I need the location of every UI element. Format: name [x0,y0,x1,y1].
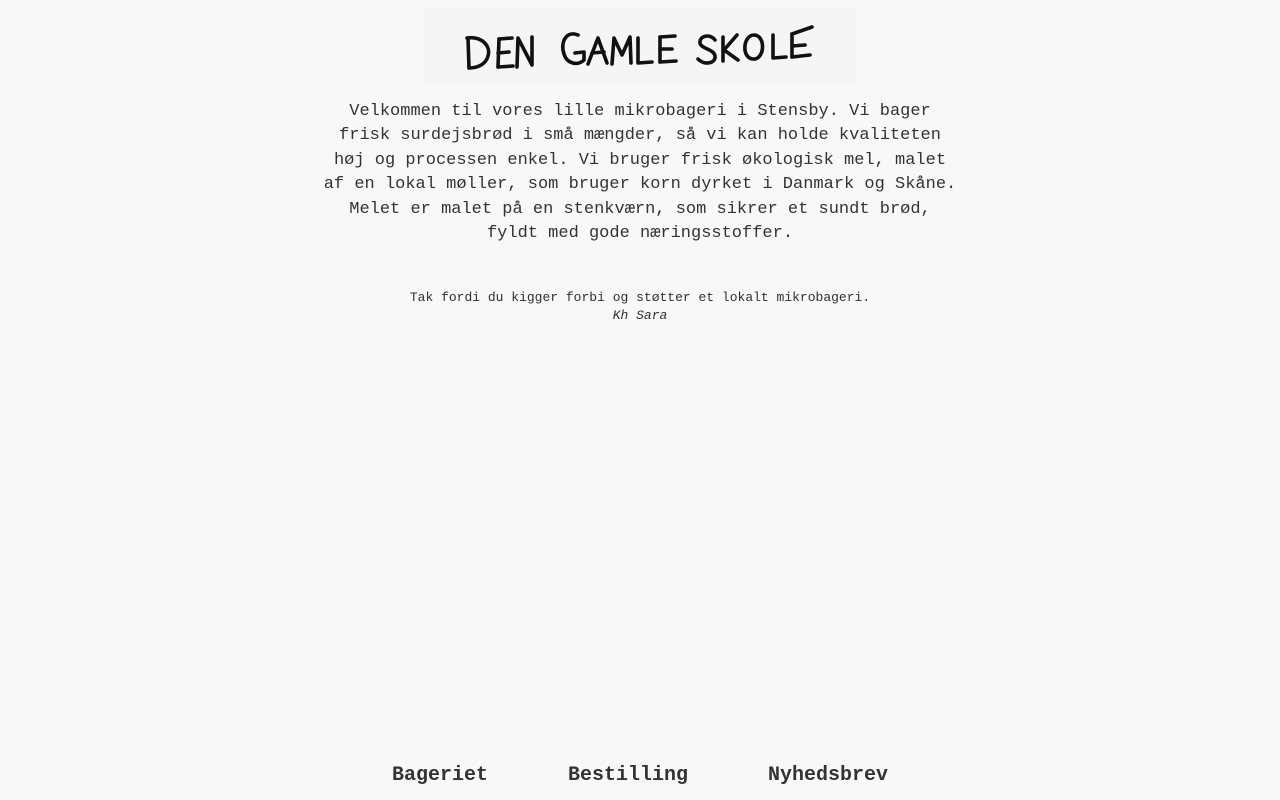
intro-text: Velkommen til vores lille mikrobageri i Stensby. Vi bager frisk surdejsbrød i små mængder, så vi kan holde kvaliteten høj og processen enkel. Vi bruger frisk økologisk mel, malet af en lokal møller, som bruger korn dyrket i Danmark og Skåne. Melet er malet på en stenkværn, som sikrer et sundt brød, fyldt med gode næringsstoffer. [323,102,957,244]
thanks-note [320,289,960,325]
logo[interactable] [424,8,856,84]
nav-link-bestilling[interactable]: Bestilling [567,764,688,787]
thanks-text: Tak fordi du kigger forbi og støtter et lokalt mikrobageri. [409,290,871,305]
nav-link-nyhedsbrev[interactable]: Nyhedsbrev [768,764,889,787]
nav-link-bageriet[interactable]: Bageriet [391,764,488,787]
footer-nav [0,763,1280,789]
signature: Kh Sara [612,308,668,323]
logo-handwritten-title [424,8,856,84]
